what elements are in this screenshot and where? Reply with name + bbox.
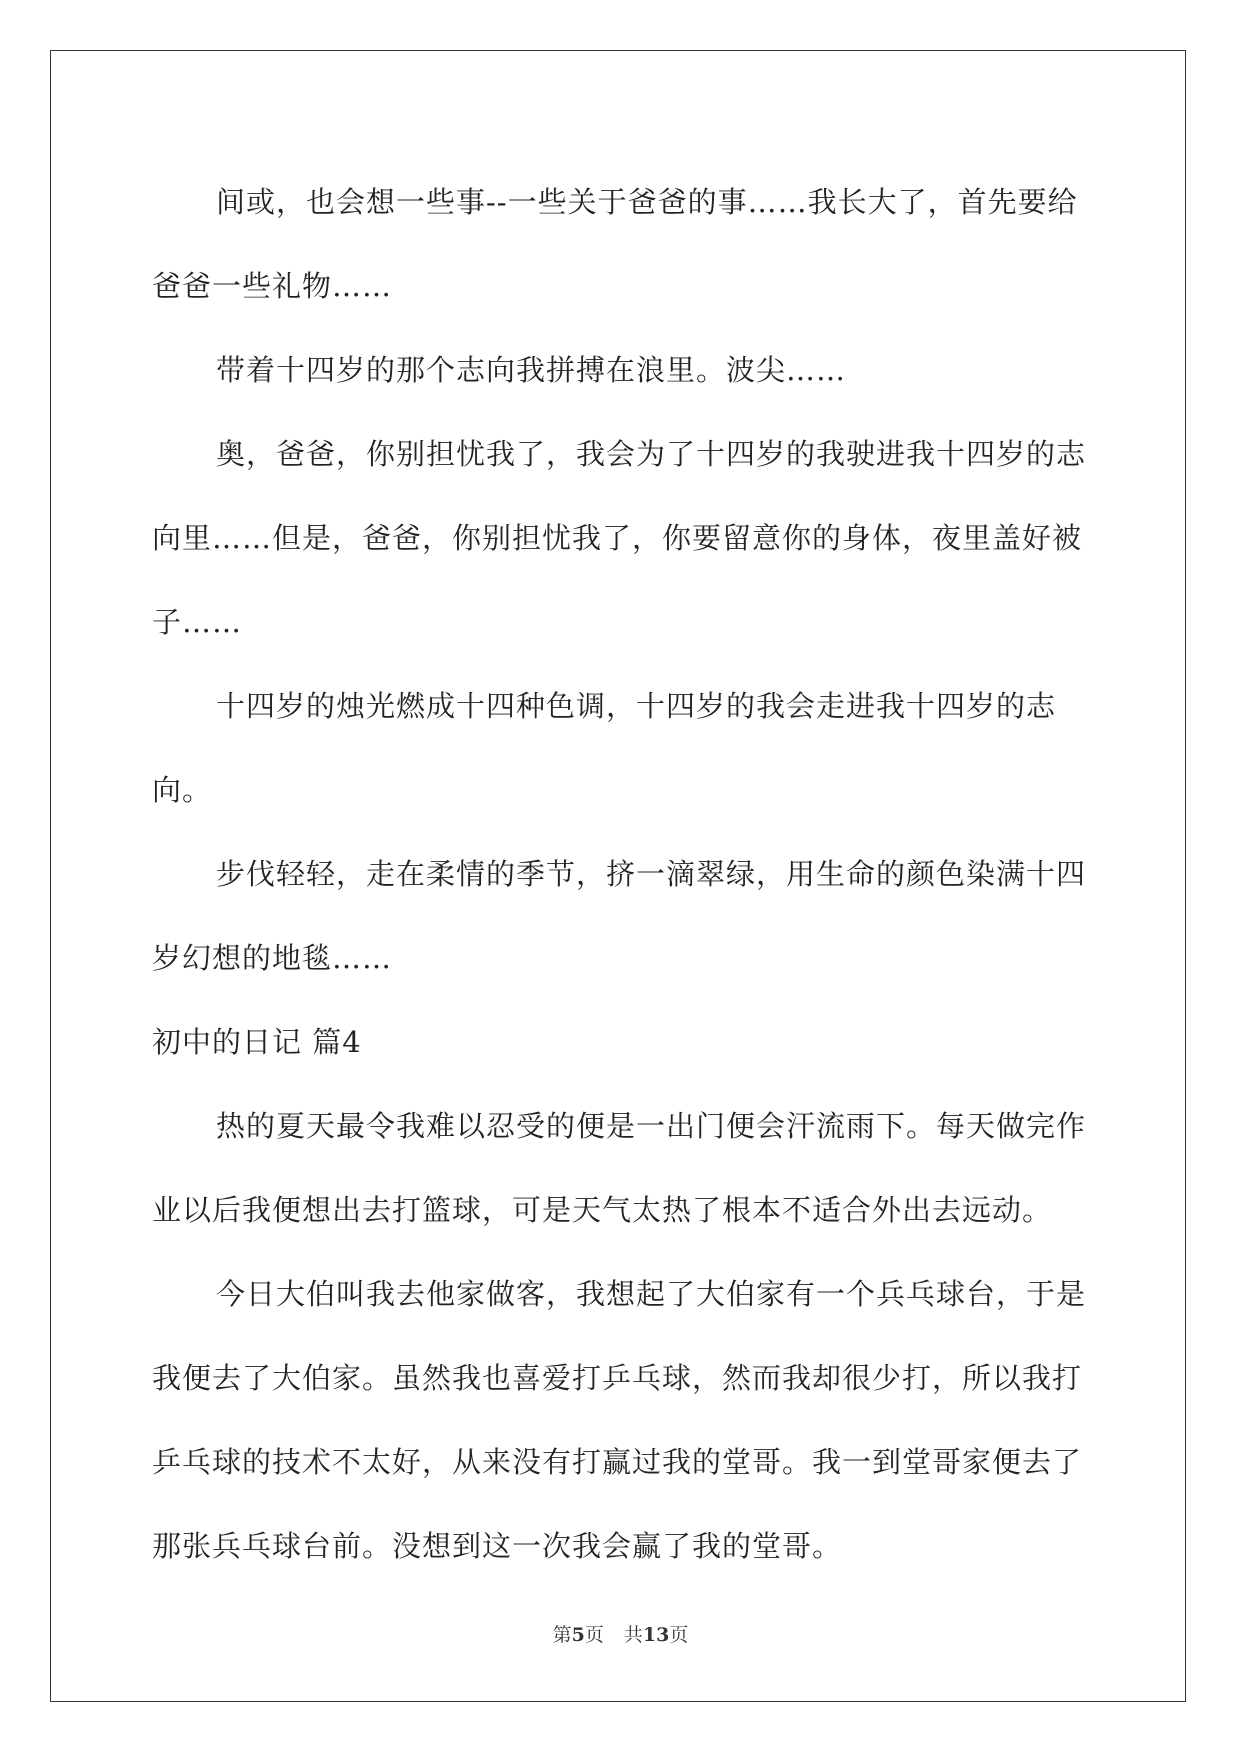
section-heading: 初中的日记 篇4 — [152, 1025, 362, 1059]
page-footer — [0, 1620, 1241, 1647]
total-pages-suffix: 页 — [669, 1624, 689, 1646]
paragraph: 带着十四岁的那个志向我拼搏在浪里。波尖…… — [216, 353, 847, 387]
total-pages-prefix: 共 — [623, 1624, 643, 1646]
paragraph: 热的夏天最令我难以忍受的便是一出门便会汗流雨下。每天做完作业以后我便想出去打篮球，可是天气太热了根本不适合外出去远动。 — [152, 1109, 1087, 1227]
page-number: 5 — [571, 1624, 585, 1646]
paragraph: 奥，爸爸，你别担忧我了，我会为了十四岁的我驶进我十四岁的志向里……但是，爸爸，你别担忧我了，你要留意你的身体，夜里盖好被子…… — [152, 437, 1087, 639]
page-number-prefix: 第 — [552, 1624, 572, 1646]
paragraph: 十四岁的烛光燃成十四种色调，十四岁的我会走进我十四岁的志向。 — [152, 689, 1057, 807]
paragraph: 步伐轻轻，走在柔情的季节，挤一滴翠绿，用生命的颜色染满十四岁幻想的地毯…… — [152, 857, 1087, 975]
page-number-suffix: 页 — [584, 1624, 604, 1646]
paragraph: 今日大伯叫我去他家做客，我想起了大伯家有一个兵乓球台，于是我便去了大伯家。虽然我也喜爱打乒乓球，然而我却很少打，所以我打乒乓球的技术不太好，从来没有打赢过我的堂哥。我一到堂哥家便去了那张兵乓球台前。没想到这一次我会赢了我的堂哥。 — [152, 1277, 1087, 1563]
total-pages: 13 — [642, 1624, 670, 1646]
document-body — [152, 160, 1092, 1588]
paragraph: 间或，也会想一些事--一些关于爸爸的事……我长大了，首先要给爸爸一些礼物…… — [152, 185, 1078, 303]
